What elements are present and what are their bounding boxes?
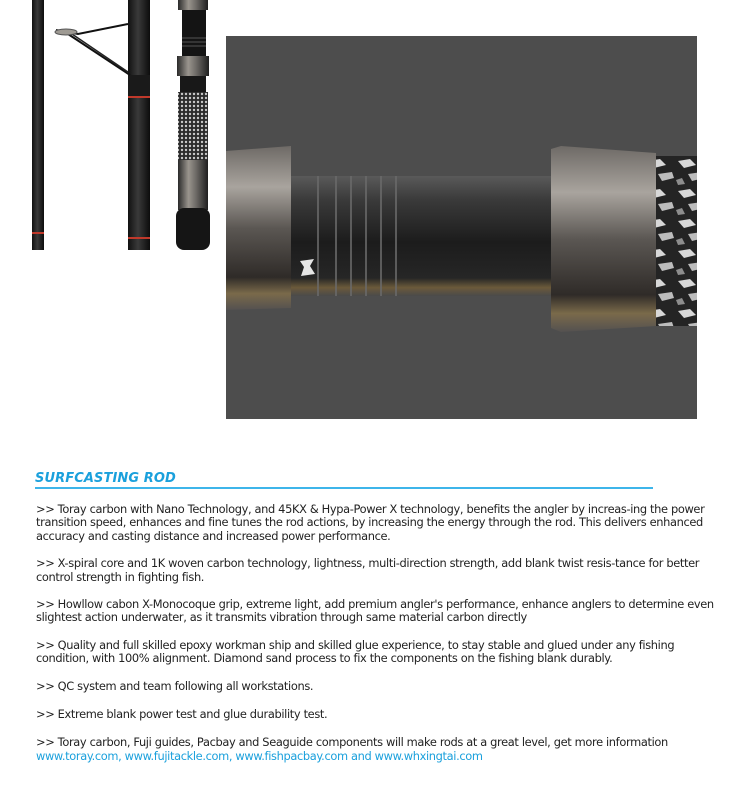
reel-seat-illustration [226,36,697,419]
camo-grip [656,156,697,326]
feature-paragraph: >> Quality and full skilled epoxy workman ship and skilled glue experience, to stay stable and glued under any fishing condition, with 100% alignment. Diamond sand process to fix the components on the fishing blank durably. [36,637,675,666]
line-guide [55,24,130,75]
rod-handle [176,0,210,250]
feature-paragraph: >> Extreme blank power test and glue durability test. [36,707,328,722]
feature-paragraph: >> Toray carbon with Nano Technology, and 45KX & Hypa-Power X technology, benefits the angler by increas-ing the power transition speed, enhances and fine tunes the rod actions, by increasing the energy through the rod. This delivers enhanced accuracy and casting distance and increased power performance. [36,502,705,543]
rod-sections-photo [0,0,220,255]
rod-blank-left [32,0,44,250]
section-heading: SURFCASTING ROD [35,471,176,486]
feature-paragraph: >> QC system and team following all workstations. [36,678,314,693]
front-collar [226,146,291,310]
feature-paragraph-links [36,736,716,763]
feature-paragraph: >> X-spiral core and 1K woven carbon technology, lightness, multi-direction strength, add blank twist resis-tance for better control strength in fighting fish. [36,556,700,584]
feature-list [36,503,716,777]
info-text: >> Toray carbon, Fuji guides, Pacbay and Seaguide components will make rods at a great level, get more information [36,735,668,750]
threaded-barrel [291,176,551,296]
feature-paragraph: >> Howllow cabon X-Monocoque grip, extreme light, add premium angler's performance, enhance anglers to determine even slightest action underwater, as it transmits vibration through same material carbon directly [36,597,714,625]
partner-links[interactable]: www.toray.com, www.fujitackle.com, www.fishpacbay.com and www.whxingtai.com [36,748,483,763]
heading-underline [35,487,653,489]
rod-blank-middle [128,0,150,250]
reel-seat-closeup-photo [226,36,697,419]
rear-collar [551,146,656,332]
